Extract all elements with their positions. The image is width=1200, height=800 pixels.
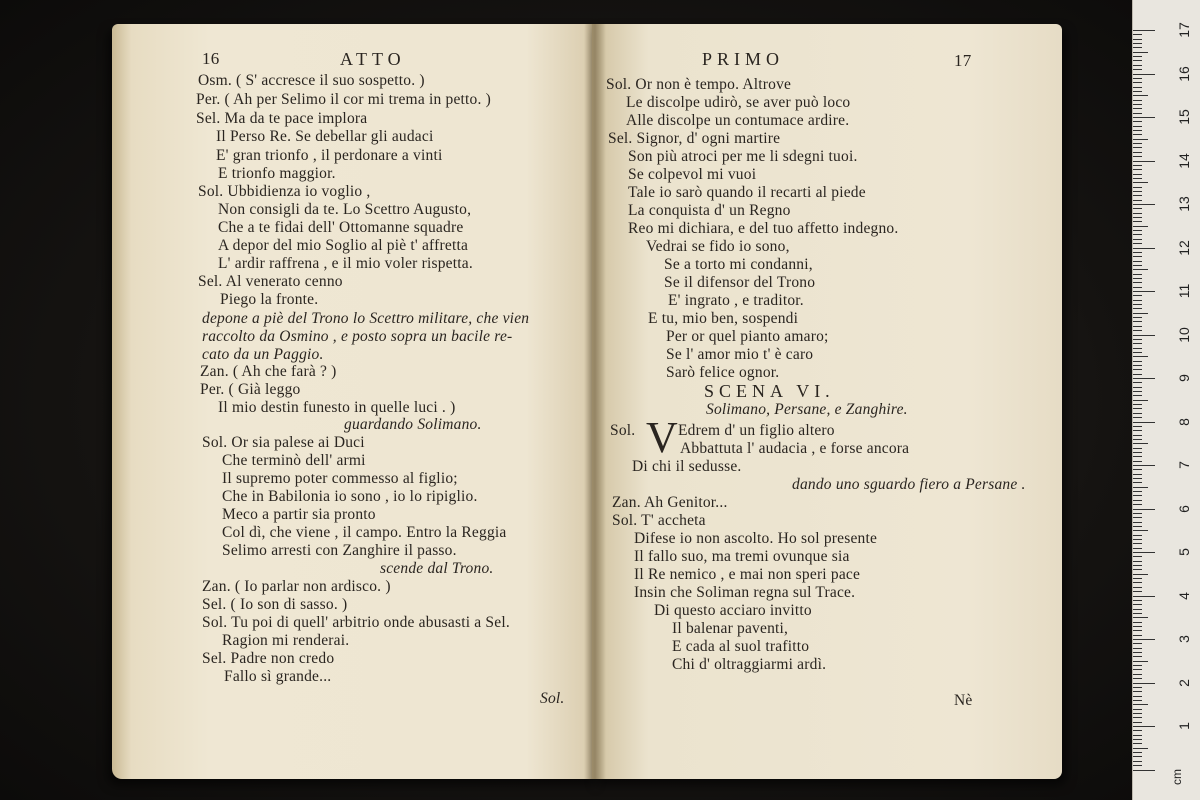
text-line: Sel. Ma da te pace implora: [196, 110, 368, 127]
ruler-tick: [1133, 652, 1142, 653]
ruler-tick: [1133, 187, 1142, 188]
ruler-tick: [1133, 178, 1142, 179]
ruler-tick: [1133, 478, 1142, 479]
right-page: [592, 24, 1062, 779]
text-line: A depor del mio Soglio al piè t' affretta: [218, 237, 469, 254]
ruler-number: 14: [1176, 152, 1192, 169]
text-line: Di questo acciaro invitto: [654, 602, 812, 619]
ruler-tick: [1133, 704, 1148, 705]
ruler-tick: [1133, 304, 1142, 305]
text-line: Edrem d' un figlio altero: [678, 422, 835, 439]
ruler-tick: [1133, 669, 1142, 670]
ruler-tick: [1133, 261, 1142, 262]
ruler-tick: [1133, 195, 1142, 196]
catchword-right: Nè: [954, 692, 973, 709]
ruler-tick: [1133, 352, 1142, 353]
ruler-tick: [1133, 161, 1155, 162]
ruler-tick: [1133, 152, 1142, 153]
stage-direction: depone a piè del Trono lo Scettro militare, che vien: [202, 310, 530, 327]
scene-characters: Solimano, Persane, e Zanghire.: [706, 401, 908, 418]
ruler-tick: [1133, 230, 1142, 231]
ruler-tick: [1133, 678, 1142, 679]
ruler-tick: [1133, 165, 1142, 166]
ruler-tick: [1133, 239, 1142, 240]
ruler-number: 9: [1176, 374, 1192, 382]
ruler-tick: [1133, 591, 1142, 592]
ruler-tick: [1133, 548, 1142, 549]
ruler-tick: [1133, 648, 1142, 649]
ruler-tick: [1133, 752, 1142, 753]
ruler-tick: [1133, 287, 1142, 288]
text-line: E tu, mio ben, sospendi: [648, 310, 799, 327]
text-line: Abbattuta l' audacia , e forse ancora: [680, 440, 910, 457]
text-line: Tale io sarò quando il recarti al piede: [628, 184, 866, 201]
ruler-tick: [1133, 82, 1142, 83]
ruler-tick: [1133, 696, 1142, 697]
ruler-tick: [1133, 95, 1148, 96]
ruler-tick: [1133, 604, 1142, 605]
text-line: Sel. ( Io son di sasso. ): [202, 596, 348, 613]
ruler-tick: [1133, 539, 1142, 540]
text-line: Selimo arresti con Zanghire il passo.: [222, 542, 457, 559]
ruler-tick: [1133, 770, 1155, 771]
ruler-tick: [1133, 469, 1142, 470]
ruler-tick: [1133, 613, 1142, 614]
text-line: Per or quel pianto amaro;: [666, 328, 829, 345]
ruler-tick: [1133, 639, 1155, 640]
text-line: Per. ( Ah per Selimo il cor mi trema in petto. ): [196, 91, 492, 108]
ruler-tick: [1133, 300, 1142, 301]
ruler-tick: [1133, 226, 1148, 227]
ruler-tick: [1133, 565, 1142, 566]
ruler-tick: [1133, 348, 1142, 349]
ruler-tick: [1133, 687, 1142, 688]
ruler-tick: [1133, 295, 1142, 296]
text-line: Il supremo poter commesso al figlio;: [222, 470, 458, 487]
ruler-tick: [1133, 626, 1142, 627]
ruler-tick: [1133, 422, 1155, 423]
ruler-tick: [1133, 617, 1148, 618]
ruler-tick: [1133, 174, 1142, 175]
ruler-number: 2: [1176, 678, 1192, 687]
text-line: Col dì, che viene , il campo. Entro la Reggia: [222, 524, 507, 541]
ruler-tick: [1133, 522, 1142, 523]
ruler-tick: [1133, 517, 1142, 518]
ruler-tick: [1133, 691, 1142, 692]
text-line: Sel. Al venerato cenno: [198, 273, 343, 290]
ruler-tick: [1133, 248, 1155, 249]
text-line: Il fallo suo, ma tremi ovunque sia: [634, 548, 850, 565]
ruler-tick: [1133, 156, 1142, 157]
ruler-tick: [1133, 65, 1142, 66]
ruler-tick: [1133, 513, 1142, 514]
ruler-tick: [1133, 600, 1142, 601]
page-number-left: 16: [202, 49, 220, 68]
running-head-left: ATTO: [340, 49, 406, 69]
ruler-tick: [1133, 117, 1155, 118]
ruler-tick: [1133, 713, 1142, 714]
ruler-tick: [1133, 443, 1148, 444]
text-line: Difese io non ascolto. Ho sol presente: [634, 530, 878, 547]
ruler-tick: [1133, 182, 1148, 183]
ruler-tick: [1133, 491, 1142, 492]
ruler-tick: [1133, 143, 1142, 144]
ruler-number: 15: [1176, 109, 1192, 125]
text-line: Sol. T' accheta: [612, 512, 706, 529]
ruler-tick: [1133, 278, 1142, 279]
ruler-tick: [1133, 134, 1142, 135]
ruler-tick: [1133, 361, 1142, 362]
text-line: Il Perso Re. Se debellar gli audaci: [216, 128, 434, 145]
ruler-tick: [1133, 756, 1142, 757]
text-line: Sol. Ubbidienza io voglio ,: [198, 183, 371, 200]
ruler-tick: [1133, 561, 1142, 562]
text-line: Zan. ( Ah che farà ? ): [200, 363, 337, 380]
ruler-tick: [1133, 526, 1142, 527]
ruler-tick: [1133, 622, 1142, 623]
ruler-tick: [1133, 609, 1142, 610]
ruler-tick: [1133, 387, 1142, 388]
ruler-tick: [1133, 208, 1142, 209]
stage-direction: raccolto da Osmino , e posto sopra un bacile re-: [202, 328, 513, 345]
text-line: E trionfo maggior.: [218, 165, 336, 182]
book-gutter: [584, 24, 606, 779]
ruler-tick: [1133, 500, 1142, 501]
running-head-right: PRIMO: [702, 49, 785, 69]
ruler-tick: [1133, 217, 1142, 218]
text-line: Il balenar paventi,: [672, 620, 789, 637]
ruler-tick: [1133, 326, 1142, 327]
ruler-tick: [1133, 317, 1142, 318]
ruler-tick: [1133, 643, 1142, 644]
ruler-tick: [1133, 465, 1155, 466]
ruler-tick: [1133, 461, 1142, 462]
ruler-tick: [1133, 60, 1142, 61]
text-line: Sol. Or non è tempo. Altrove: [606, 76, 792, 93]
ruler-number: 1: [1176, 722, 1192, 730]
ruler-tick: [1133, 413, 1142, 414]
ruler-number: 12: [1176, 239, 1192, 256]
ruler-tick: [1133, 578, 1142, 579]
ruler-tick: [1133, 108, 1142, 109]
ruler-tick: [1133, 683, 1155, 684]
ruler-tick: [1133, 47, 1142, 48]
ruler-tick: [1133, 52, 1148, 53]
ruler-tick: [1133, 404, 1142, 405]
text-line: E cada al suol trafitto: [672, 638, 810, 655]
ruler-tick: [1133, 439, 1142, 440]
ruler-tick: [1133, 635, 1142, 636]
ruler-tick: [1133, 743, 1142, 744]
text-line: Reo mi dichiara, e del tuo affetto indegno.: [628, 220, 899, 237]
ruler-tick: [1133, 569, 1142, 570]
ruler-tick: [1133, 552, 1155, 553]
ruler-number: 13: [1176, 196, 1192, 212]
ruler-tick: [1133, 274, 1142, 275]
ruler-tick: [1133, 213, 1142, 214]
stage-direction: cato da un Paggio.: [202, 346, 324, 363]
ruler-tick: [1133, 661, 1148, 662]
ruler-tick: [1133, 234, 1142, 235]
text-line: Per. ( Già leggo: [200, 381, 301, 398]
text-line: Sol. Or sia palese ai Duci: [202, 434, 365, 451]
ruler-tick: [1133, 252, 1142, 253]
ruler-tick: [1133, 34, 1142, 35]
ruler-tick: [1133, 630, 1142, 631]
ruler-tick: [1133, 78, 1142, 79]
ruler-tick: [1133, 74, 1155, 75]
ruler-tick: [1133, 243, 1142, 244]
text-line: E' ingrato , e traditor.: [668, 292, 804, 309]
text-line: La conquista d' un Regno: [628, 202, 791, 219]
ruler-tick: [1133, 126, 1142, 127]
ruler-tick: [1133, 400, 1148, 401]
ruler-tick: [1133, 665, 1142, 666]
open-book: [112, 24, 1062, 779]
ruler-tick: [1133, 426, 1142, 427]
ruler-tick: [1133, 269, 1148, 270]
text-line: Vedrai se fido io sono,: [646, 238, 790, 255]
ruler-tick: [1133, 739, 1142, 740]
ruler-tick: [1133, 43, 1142, 44]
text-line: Meco a partir sia pronto: [222, 506, 376, 523]
text-line: Il mio destin funesto in quelle luci . ): [218, 399, 456, 416]
ruler-tick: [1133, 30, 1155, 31]
catchword-left: Sol.: [540, 690, 565, 707]
page-number-right: 17: [954, 51, 972, 70]
ruler-tick: [1133, 556, 1142, 557]
ruler-tick: [1133, 130, 1142, 131]
text-line: L' ardir raffrena , e il mio voler rispetta.: [218, 255, 473, 272]
ruler-tick: [1133, 408, 1142, 409]
ruler-tick: [1133, 726, 1155, 727]
text-line: Le discolpe udirò, se aver può loco: [626, 94, 851, 111]
ruler-tick: [1133, 417, 1142, 418]
ruler-tick: [1133, 582, 1142, 583]
ruler-tick: [1133, 495, 1142, 496]
ruler-tick: [1133, 700, 1142, 701]
ruler-number: 16: [1176, 65, 1192, 82]
ruler-tick: [1133, 535, 1142, 536]
ruler-tick: [1133, 543, 1142, 544]
ruler-tick: [1133, 121, 1142, 122]
ruler-tick: [1133, 748, 1148, 749]
text-line: Sol. Tu poi di quell' arbitrio onde abusasti a Sel.: [202, 614, 510, 631]
text-line: Insin che Soliman regna sul Trace.: [634, 584, 856, 601]
ruler-tick: [1133, 204, 1155, 205]
ruler-tick: [1133, 735, 1142, 736]
ruler-tick: [1133, 335, 1155, 336]
ruler-tick: [1133, 656, 1142, 657]
ruler-tick: [1133, 378, 1155, 379]
text-line: E' gran trionfo , il perdonare a vinti: [216, 147, 443, 164]
left-page: [112, 24, 599, 779]
text-line: Se l' amor mio t' è caro: [666, 346, 814, 363]
ruler-tick: [1133, 474, 1142, 475]
ruler-tick: [1133, 256, 1142, 257]
ruler-tick: [1133, 39, 1142, 40]
ruler-number: 11: [1176, 283, 1192, 299]
ruler-tick: [1133, 587, 1142, 588]
ruler-tick: [1133, 339, 1142, 340]
ruler-unit: cm: [1170, 769, 1184, 785]
ruler-tick: [1133, 709, 1142, 710]
ruler-tick: [1133, 100, 1142, 101]
text-line: Se a torto mi condanni,: [664, 256, 813, 273]
ruler-tick: [1133, 313, 1148, 314]
stage-direction: guardando Solimano.: [344, 416, 482, 433]
ruler-number: 10: [1176, 326, 1192, 343]
ruler-tick: [1133, 308, 1142, 309]
speaker-label: Sol.: [610, 422, 636, 439]
ruler-tick: [1133, 191, 1142, 192]
ruler-tick: [1133, 430, 1142, 431]
text-line: Il Re nemico , e mai non speri pace: [634, 566, 861, 583]
ruler-tick: [1133, 674, 1142, 675]
text-line: Non consigli da te. Lo Scettro Augusto,: [218, 201, 472, 218]
ruler-tick: [1133, 452, 1142, 453]
ruler-number: 4: [1176, 591, 1192, 600]
ruler-tick: [1133, 391, 1142, 392]
stage-direction: scende dal Trono.: [380, 560, 494, 577]
text-line: Se colpevol mi vuoi: [628, 166, 757, 183]
text-line: Ragion mi renderai.: [222, 632, 350, 649]
ruler-tick: [1133, 395, 1142, 396]
ruler-tick: [1133, 221, 1142, 222]
ruler-tick: [1133, 69, 1142, 70]
ruler-tick: [1133, 456, 1142, 457]
measuring-ruler: [1132, 0, 1200, 800]
text-line: Piego la fronte.: [220, 291, 319, 308]
ruler-tick: [1133, 200, 1142, 201]
ruler-tick: [1133, 382, 1142, 383]
ruler-number: 3: [1176, 635, 1192, 643]
text-line: Zan. Ah Genitor...: [612, 494, 728, 511]
ruler-tick: [1133, 530, 1148, 531]
ruler-tick: [1133, 717, 1142, 718]
text-line: Che terminò dell' armi: [222, 452, 366, 469]
ruler-tick: [1133, 487, 1148, 488]
ruler-number: 5: [1176, 548, 1192, 556]
ruler-tick: [1133, 330, 1142, 331]
text-line: Alle discolpe un contumace ardire.: [626, 112, 850, 129]
ruler-tick: [1133, 596, 1155, 597]
text-line: Sel. Signor, d' ogni martire: [608, 130, 781, 147]
scene-heading: SCENA VI.: [704, 381, 835, 401]
ruler-tick: [1133, 574, 1148, 575]
text-line: Se il difensor del Trono: [664, 274, 816, 291]
ruler-tick: [1133, 56, 1142, 57]
ruler-number: 17: [1176, 22, 1192, 38]
text-line: Che in Babilonia io sono , io lo ripiglio.: [222, 488, 478, 505]
ruler-tick: [1133, 113, 1142, 114]
ruler-tick: [1133, 374, 1142, 375]
ruler-tick: [1133, 282, 1142, 283]
text-line: Son più atroci per me li sdegni tuoi.: [628, 148, 858, 165]
ruler-tick: [1133, 321, 1142, 322]
ruler-tick: [1133, 435, 1142, 436]
ruler-tick: [1133, 765, 1142, 766]
ruler-tick: [1133, 722, 1142, 723]
text-line: Sel. Padre non credo: [202, 650, 335, 667]
ruler-tick: [1133, 730, 1142, 731]
ruler-tick: [1133, 139, 1148, 140]
ruler-tick: [1133, 504, 1142, 505]
stage-direction: dando uno sguardo fiero a Persane .: [792, 476, 1026, 493]
text-line: Fallo sì grande...: [224, 668, 332, 685]
ruler-number: 8: [1176, 417, 1192, 426]
ruler-tick: [1133, 343, 1142, 344]
drop-cap: V: [646, 413, 678, 462]
ruler-tick: [1133, 369, 1142, 370]
ruler-tick: [1133, 265, 1142, 266]
text-line: Di chi il sedusse.: [632, 458, 742, 475]
text-line: Che a te fidai dell' Ottomanne squadre: [218, 219, 464, 236]
ruler-tick: [1133, 87, 1142, 88]
ruler-tick: [1133, 448, 1142, 449]
ruler-tick: [1133, 365, 1142, 366]
ruler-tick: [1133, 509, 1155, 510]
ruler-tick: [1133, 91, 1142, 92]
ruler-number: 6: [1176, 504, 1192, 513]
ruler-tick: [1133, 104, 1142, 105]
ruler-tick: [1133, 169, 1142, 170]
ruler-number: 7: [1176, 461, 1192, 469]
ruler-tick: [1133, 482, 1142, 483]
ruler-tick: [1133, 147, 1142, 148]
text-line: Chi d' oltraggiarmi ardì.: [672, 656, 827, 673]
ruler-tick: [1133, 761, 1142, 762]
ruler-tick: [1133, 291, 1155, 292]
text-line: Osm. ( S' accresce il suo sospetto. ): [198, 72, 425, 89]
text-line: Sarò felice ognor.: [666, 364, 780, 381]
ruler-tick: [1133, 356, 1148, 357]
text-line: Zan. ( Io parlar non ardisco. ): [202, 578, 391, 595]
